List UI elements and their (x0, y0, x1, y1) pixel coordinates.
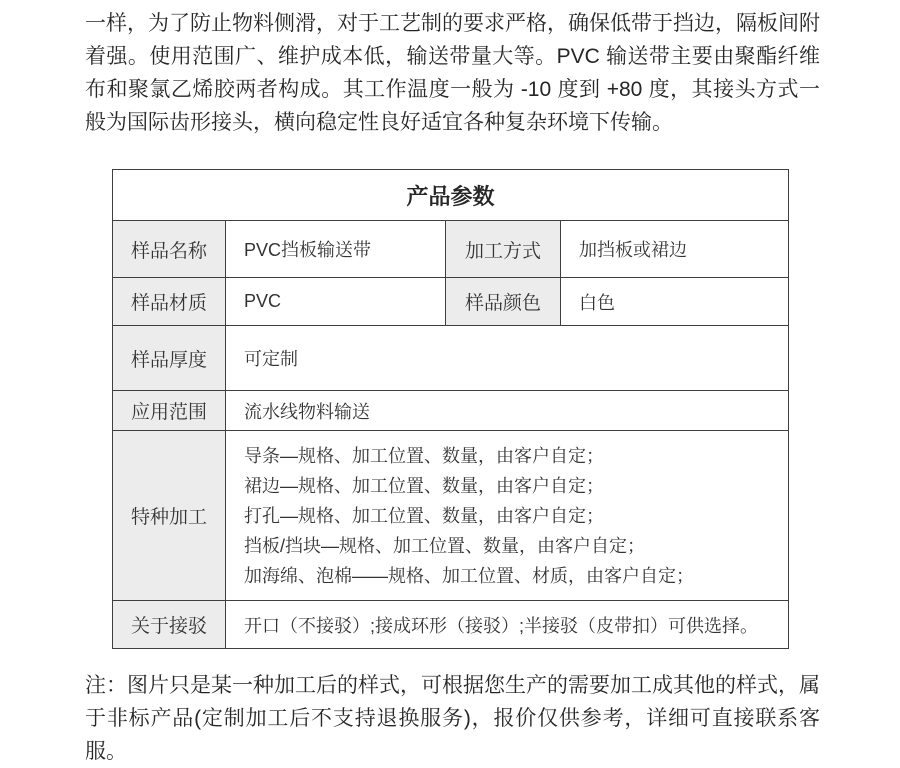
value-processing-method: 加挡板或裙边 (561, 221, 789, 278)
value-sample-name: PVC挡板输送带 (226, 221, 446, 278)
special-processing-line: 加海绵、泡棉——规格、加工位置、材质，由客户自定； (244, 565, 694, 586)
table-row-sample-material (113, 278, 789, 326)
label-sample-name: 样品名称 (113, 221, 226, 278)
special-processing-line: 打孔—规格、加工位置、数量，由客户自定； (244, 505, 604, 526)
label-processing-method: 加工方式 (446, 221, 561, 278)
product-parameters-table (112, 169, 789, 649)
value-sample-thickness: 可定制 (226, 326, 789, 391)
label-application-range: 应用范围 (113, 391, 226, 431)
label-special-processing: 特种加工 (113, 431, 226, 601)
label-sample-material: 样品材质 (113, 278, 226, 326)
value-splicing: 开口（不接驳）;接成环形（接驳）;半接驳（皮带扣）可供选择。 (226, 601, 789, 649)
value-special-processing (226, 431, 789, 601)
note-paragraph: 注：图片只是某一种加工后的样式，可根据您生产的需要加工成其他的样式，属于非标产品(定制加工后不支持退换服务)，报价仅供参考，详细可直接联系客服。 (85, 674, 820, 763)
label-sample-thickness: 样品厚度 (113, 326, 226, 391)
table-row-splicing (113, 601, 789, 649)
value-sample-material: PVC (226, 278, 446, 326)
table-row-application-range (113, 391, 789, 431)
label-sample-color: 样品颜色 (446, 278, 561, 326)
table-row-sample-name (113, 221, 789, 278)
table-row-special-processing (113, 431, 789, 601)
table-title-row (113, 170, 789, 221)
special-processing-line: 挡板/挡块—规格、加工位置、数量，由客户自定； (244, 535, 645, 556)
table-title: 产品参数 (113, 170, 789, 221)
value-sample-color: 白色 (561, 278, 789, 326)
special-processing-line: 裙边—规格、加工位置、数量，由客户自定； (244, 475, 604, 496)
value-application-range: 流水线物料输送 (226, 391, 789, 431)
special-processing-line: 导条—规格、加工位置、数量，由客户自定； (244, 445, 604, 466)
table-row-sample-thickness (113, 326, 789, 391)
intro-paragraph: 一样，为了防止物料侧滑，对于工艺制的要求严格，确保低带于挡边，隔板间附着强。使用范围广、维护成本低，输送带量大等。PVC 输送带主要由聚酯纤维布和聚氯乙烯胶两者构成。其工作温度一般为 -10 度到 +80 度，其接头方式一般为国际齿形接头，横向稳定性良好适宜各种复杂环境下传输。 (85, 12, 820, 134)
label-splicing: 关于接驳 (113, 601, 226, 649)
